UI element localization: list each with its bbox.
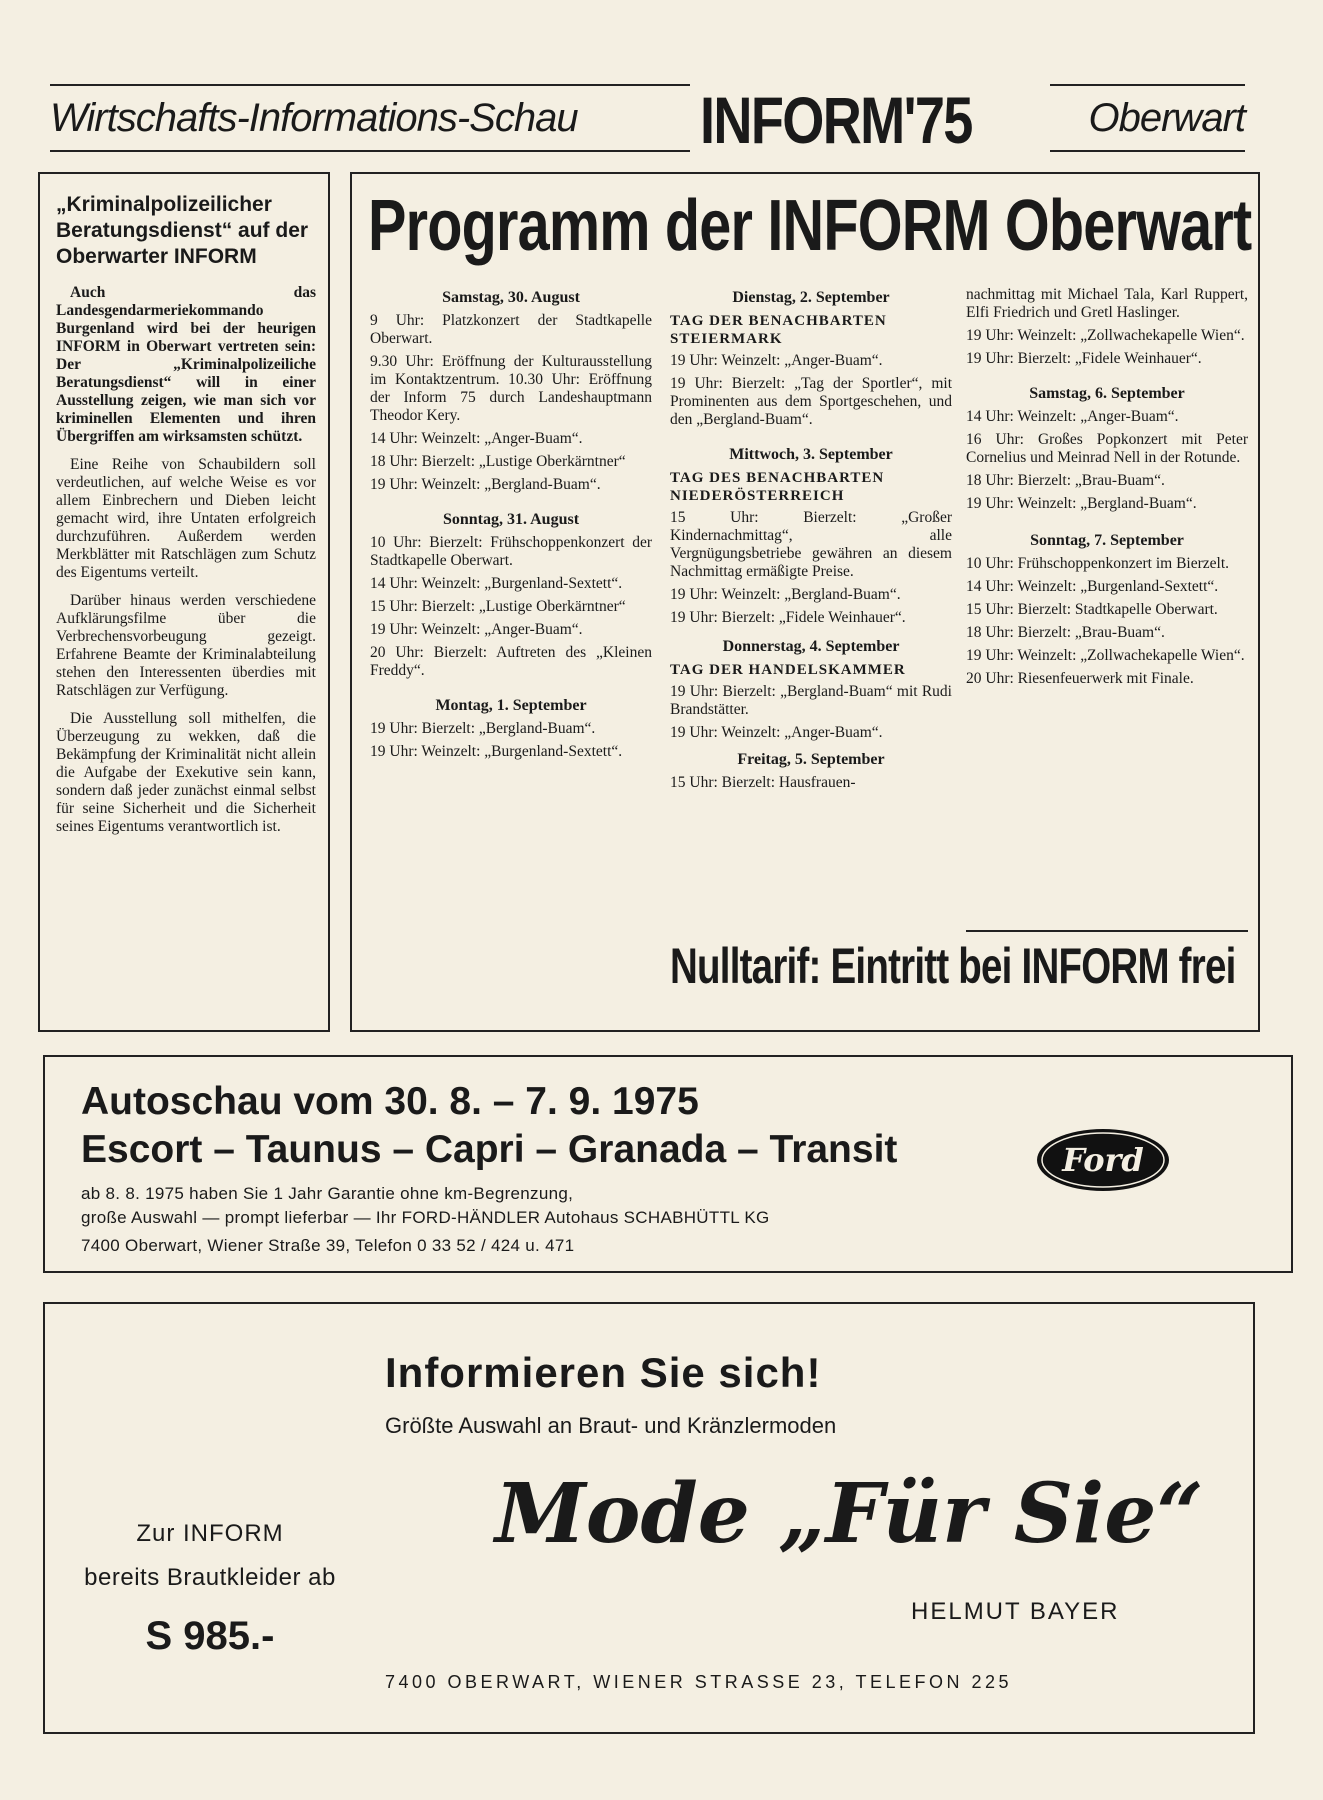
event-item: 15 Uhr: Bierzelt: „Großer Kindernachmittag“, alle Vergnügungsbetriebe gewähren an diesem Nachmittag ermäßigte Preise. [670, 509, 952, 580]
program-column-1 [370, 280, 652, 766]
autoschau-line-2: große Auswahl — prompt lieferbar — Ihr FORD-HÄNDLER Autohaus SCHABHÜTTL KG [81, 1208, 770, 1227]
masthead-rule-bottom-left [50, 150, 690, 152]
event-item: 19 Uhr: Weinzelt: „Bergland-Buam“. [370, 476, 601, 493]
mode-price: S 985.- [145, 1614, 275, 1658]
event-item: 19 Uhr: Weinzelt: „Anger-Buam“. [370, 621, 583, 638]
event-item: 16 Uhr: Großes Popkonzert mit Peter Cornelius und Meinrad Nell in der Rotunde. [966, 431, 1248, 466]
event-item: 14 Uhr: Weinzelt: „Burgenland-Sextett“. [966, 578, 1219, 595]
day-heading: Mittwoch, 3. September [729, 446, 893, 463]
mode-headline: Informieren Sie sich! [385, 1349, 822, 1396]
event-item: 19 Uhr: Weinzelt: „Zollwachekapelle Wien“. [966, 327, 1245, 344]
event-item: 19 Uhr: Bierzelt: „Bergland-Buam“ mit Rudi Brandstätter. [670, 683, 952, 718]
kriminal-paragraph-1: Auch das Landesgendarmeriekommando Burgenland wird bei der heurigen INFORM in Oberwart vertreten sein: Der „Kriminalpolizeiliche Beratungsdienst“ will in einer Ausstellung zeigen, wie man sich vor kriminellen Elementen und ihren Übergriffen am wirksamsten schützt. [56, 284, 316, 445]
event-item: nachmittag mit Michael Tala, Karl Ruppert, Elfi Friedrich und Gretl Haslinger. [966, 286, 1248, 321]
mode-owner: HELMUT BAYER [911, 1598, 1120, 1625]
day-heading: Montag, 1. September [435, 697, 587, 714]
autoschau-models: Escort – Taunus – Capri – Granada – Transit [81, 1128, 898, 1171]
event-item: 9.30 Uhr: Eröffnung der Kulturausstellung im Kontaktzentrum. 10.30 Uhr: Eröffnung der Inform 75 durch Landeshauptmann Theodor Kery. [370, 353, 652, 424]
masthead-rule-top-left [50, 84, 690, 86]
day-heading: Samstag, 6. September [1029, 385, 1185, 402]
event-item: 19 Uhr: Bierzelt: „Fidele Weinhauer“. [670, 609, 906, 626]
event-item: 14 Uhr: Weinzelt: „Burgenland-Sextett“. [370, 575, 623, 592]
day-heading: Sonntag, 31. August [442, 511, 580, 528]
kriminal-paragraph-3: Darüber hinaus werden verschiedene Aufklärungsfilme über die Verbrechensvorbeugung gezeigt. Erfahrene Beamte der Kriminalabteilung stehen den Interessenten überdies mit Ratschlägen zur Verfügung. [56, 592, 316, 699]
event-item: 19 Uhr: Bierzelt: „Fidele Weinhauer“. [966, 350, 1202, 367]
mode-inform-note: Zur INFORM [136, 1520, 284, 1547]
ford-logo-text: Ford [1062, 1141, 1144, 1179]
program-article [350, 172, 1260, 1032]
masthead-inform-logo: INFORM'75 [700, 83, 972, 157]
day-theme: TAG DER HANDELSKAMMER [670, 662, 906, 678]
program-column-3 [966, 280, 1248, 693]
program-title: Programm der INFORM Oberwart [368, 186, 1252, 266]
event-item: 15 Uhr: Bierzelt: „Lustige Oberkärntner“ [370, 598, 626, 615]
event-item: 19 Uhr: Weinzelt: „Anger-Buam“. [670, 352, 883, 369]
event-item: 19 Uhr: Weinzelt: „Anger-Buam“. [670, 724, 883, 741]
event-item: 15 Uhr: Bierzelt: Stadtkapelle Oberwart. [966, 601, 1218, 618]
mode-ad [43, 1302, 1255, 1734]
autoschau-address: 7400 Oberwart, Wiener Straße 39, Telefon 0 33 52 / 424 u. 471 [81, 1236, 575, 1255]
event-item: 15 Uhr: Bierzelt: Hausfrauen- [670, 774, 856, 791]
masthead-rule-bottom-right [1050, 150, 1245, 152]
event-item: 14 Uhr: Weinzelt: „Anger-Buam“. [966, 408, 1179, 425]
day-heading: Sonntag, 7. September [1030, 532, 1184, 549]
kriminal-article [38, 172, 330, 1032]
day-theme: TAG DER BENACHBARTEN STEIERMARK [670, 313, 887, 347]
event-item: 19 Uhr: Weinzelt: „Bergland-Buam“. [966, 495, 1197, 512]
mode-address: 7400 OBERWART, WIENER STRASSE 23, TELEFON 225 [385, 1672, 1013, 1692]
masthead-left-text: Wirtschafts-Informations-Schau [50, 96, 578, 140]
event-item: 19 Uhr: Bierzelt: „Bergland-Buam“. [370, 720, 596, 737]
masthead [50, 83, 1245, 157]
day-heading: Freitag, 5. September [737, 751, 885, 768]
event-item: 19 Uhr: Weinzelt: „Bergland-Buam“. [670, 586, 901, 603]
autoschau-headline: Autoschau vom 30. 8. – 7. 9. 1975 [81, 1080, 699, 1123]
event-item: 20 Uhr: Riesenfeuerwerk mit Finale. [966, 670, 1194, 687]
event-item: 18 Uhr: Bierzelt: „Brau-Buam“. [966, 624, 1165, 641]
kriminal-paragraph-2: Eine Reihe von Schaubildern soll verdeutlichen, auf welche Weise es vor allem Einbrechern und Dieben leicht gemacht wird, ihre Untaten erfolgreich durchzuführen. Außerdem werden Merkblätter mit Ratschlägen zum Schutz des Eigentums verteilt. [56, 456, 316, 581]
nulltarif-banner: Nulltarif: Eintritt bei INFORM frei [670, 938, 1236, 994]
event-item: 9 Uhr: Platzkonzert der Stadtkapelle Oberwart. [370, 312, 652, 347]
event-item: 10 Uhr: Frühschoppenkonzert im Bierzelt. [966, 555, 1230, 572]
autoschau-ad [43, 1055, 1293, 1273]
event-item: 18 Uhr: Bierzelt: „Brau-Buam“. [966, 472, 1165, 489]
kriminal-title: „Kriminalpolizeilicher Beratungsdienst“ auf der Oberwarter INFORM [56, 193, 309, 268]
mode-subheadline: Größte Auswahl an Braut- und Kränzlermoden [385, 1413, 837, 1438]
day-heading: Dienstag, 2. September [732, 289, 890, 306]
event-item: 10 Uhr: Bierzelt: Frühschoppenkonzert der Stadtkapelle Oberwart. [370, 534, 652, 569]
kriminal-paragraph-4: Die Ausstellung soll mithelfen, die Überzeugung zu wekken, daß die Bekämpfung der Kriminalität nicht allein die Aufgabe der Exekutive sein kann, sondern daß jeder zunächst einmal selbst für seine Sicherheit und die Sicherheit seines Eigentums verantwortlich ist. [56, 710, 316, 835]
masthead-rule-top-right [1050, 84, 1245, 86]
mode-brautkleider-note: bereits Brautkleider ab [84, 1564, 336, 1591]
event-item: 14 Uhr: Weinzelt: „Anger-Buam“. [370, 430, 583, 447]
program-column-2 [670, 280, 952, 797]
day-heading: Donnerstag, 4. September [722, 638, 900, 655]
autoschau-line-1: ab 8. 8. 1975 haben Sie 1 Jahr Garantie ohne km-Begrenzung, [81, 1184, 574, 1203]
masthead-right-text: Oberwart [1088, 96, 1245, 140]
event-item: 18 Uhr: Bierzelt: „Lustige Oberkärntner“ [370, 453, 626, 470]
nulltarif-rule [966, 930, 1248, 932]
event-item: 19 Uhr: Bierzelt: „Tag der Sportler“, mit Prominenten aus dem Sportgeschehen, und den „Bergland-Buam“. [670, 375, 952, 428]
day-theme: TAG DES BENACHBARTEN NIEDERÖSTERREICH [670, 470, 885, 504]
mode-brand: Mode „Für Sie“ [495, 1466, 1204, 1562]
event-item: 19 Uhr: Weinzelt: „Burgenland-Sextett“. [370, 743, 623, 760]
event-item: 19 Uhr: Weinzelt: „Zollwachekapelle Wien“. [966, 647, 1245, 664]
day-heading: Samstag, 30. August [442, 289, 580, 306]
ford-logo-icon [1035, 1127, 1171, 1193]
event-item: 20 Uhr: Bierzelt: Auftreten des „Kleinen Freddy“. [370, 644, 652, 679]
